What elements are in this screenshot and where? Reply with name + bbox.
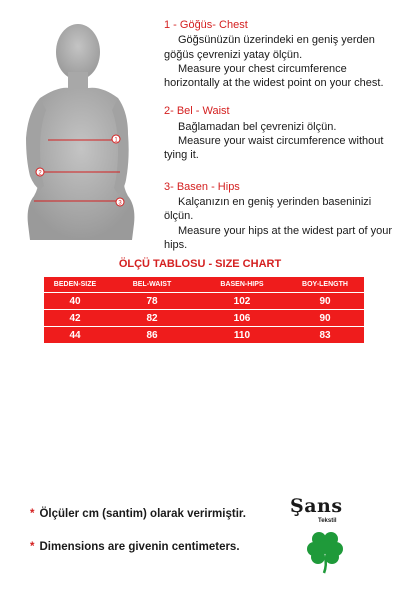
chest-marker-label: 1: [114, 137, 118, 144]
column-header-waist: BEL-WAIST: [106, 277, 198, 293]
waist-text-english: Measure your waist circumference without tying it.: [164, 135, 384, 162]
four-leaf-clover-icon: [302, 527, 348, 575]
waist-heading: 2- Bel - Waist: [164, 105, 230, 118]
waist-marker-label: 2: [38, 170, 42, 177]
waist-text-turkish: Bağlamadan bel çevrenizi ölçün.: [178, 120, 337, 133]
column-header-size: BEDEN-SIZE: [44, 277, 106, 293]
note-turkish-text: Ölçüler cm (santim) olarak verirmiştir.: [39, 508, 246, 520]
table-cell: 82: [106, 310, 198, 327]
table-cell: 110: [233, 329, 251, 341]
table-cell: 86: [146, 329, 158, 341]
chest-text-turkish: Göğsünüzün üzerindeki en geniş yerden göğüs çevrenizi yatay ölçün.: [164, 34, 375, 61]
table-cell: 102: [198, 293, 286, 310]
note-bullet: *: [30, 508, 35, 520]
brand-logo: [288, 495, 360, 575]
table-row: [44, 310, 364, 327]
table-row: [44, 327, 364, 344]
table-header-row: [44, 277, 364, 293]
size-chart-table: [44, 277, 364, 343]
brand-subtitle: Tekstil: [318, 518, 337, 524]
column-header-length: BOY-LENGTH: [286, 277, 364, 293]
hips-marker-label: 3: [118, 200, 122, 207]
table-cell: 90: [286, 293, 364, 310]
note-bullet: *: [30, 541, 35, 553]
table-cell: 78: [106, 293, 198, 310]
note-english-text: Dimensions are givenin centimeters.: [39, 541, 240, 553]
chest-text-english: Measure your chest circumference horizontally at the widest point on your chest.: [164, 62, 384, 90]
hips-text-turkish: Kalçanızın en geniş yerinden baseninizi ölçün.: [164, 195, 372, 223]
table-cell: 83: [319, 329, 331, 341]
column-header-hips: BASEN-HIPS: [198, 277, 286, 293]
chest-heading: 1 - Göğüs- Chest: [164, 19, 248, 31]
hips-instruction: [164, 180, 396, 252]
note-english: [30, 541, 240, 553]
chest-instruction: [164, 18, 396, 90]
table-row: [44, 293, 364, 310]
body-silhouette-figure: [0, 0, 160, 250]
hips-text-english: Measure your hips at the widest part of your hips.: [164, 224, 392, 251]
hips-heading: 3- Basen - Hips: [164, 180, 240, 193]
waist-instruction: [164, 104, 396, 162]
table-cell: 90: [286, 310, 364, 327]
size-chart-title: ÖLÇÜ TABLOSU - SIZE CHART: [118, 258, 282, 270]
note-turkish: [30, 508, 246, 520]
table-cell: 42: [44, 310, 106, 327]
table-cell: 40: [44, 293, 106, 310]
table-cell: 106: [198, 310, 286, 327]
brand-name: Şans: [290, 495, 343, 517]
measurement-instructions: [164, 18, 396, 266]
table-cell: 44: [69, 329, 81, 341]
silhouette-shape: [26, 24, 134, 240]
silhouette-svg: [0, 0, 160, 250]
